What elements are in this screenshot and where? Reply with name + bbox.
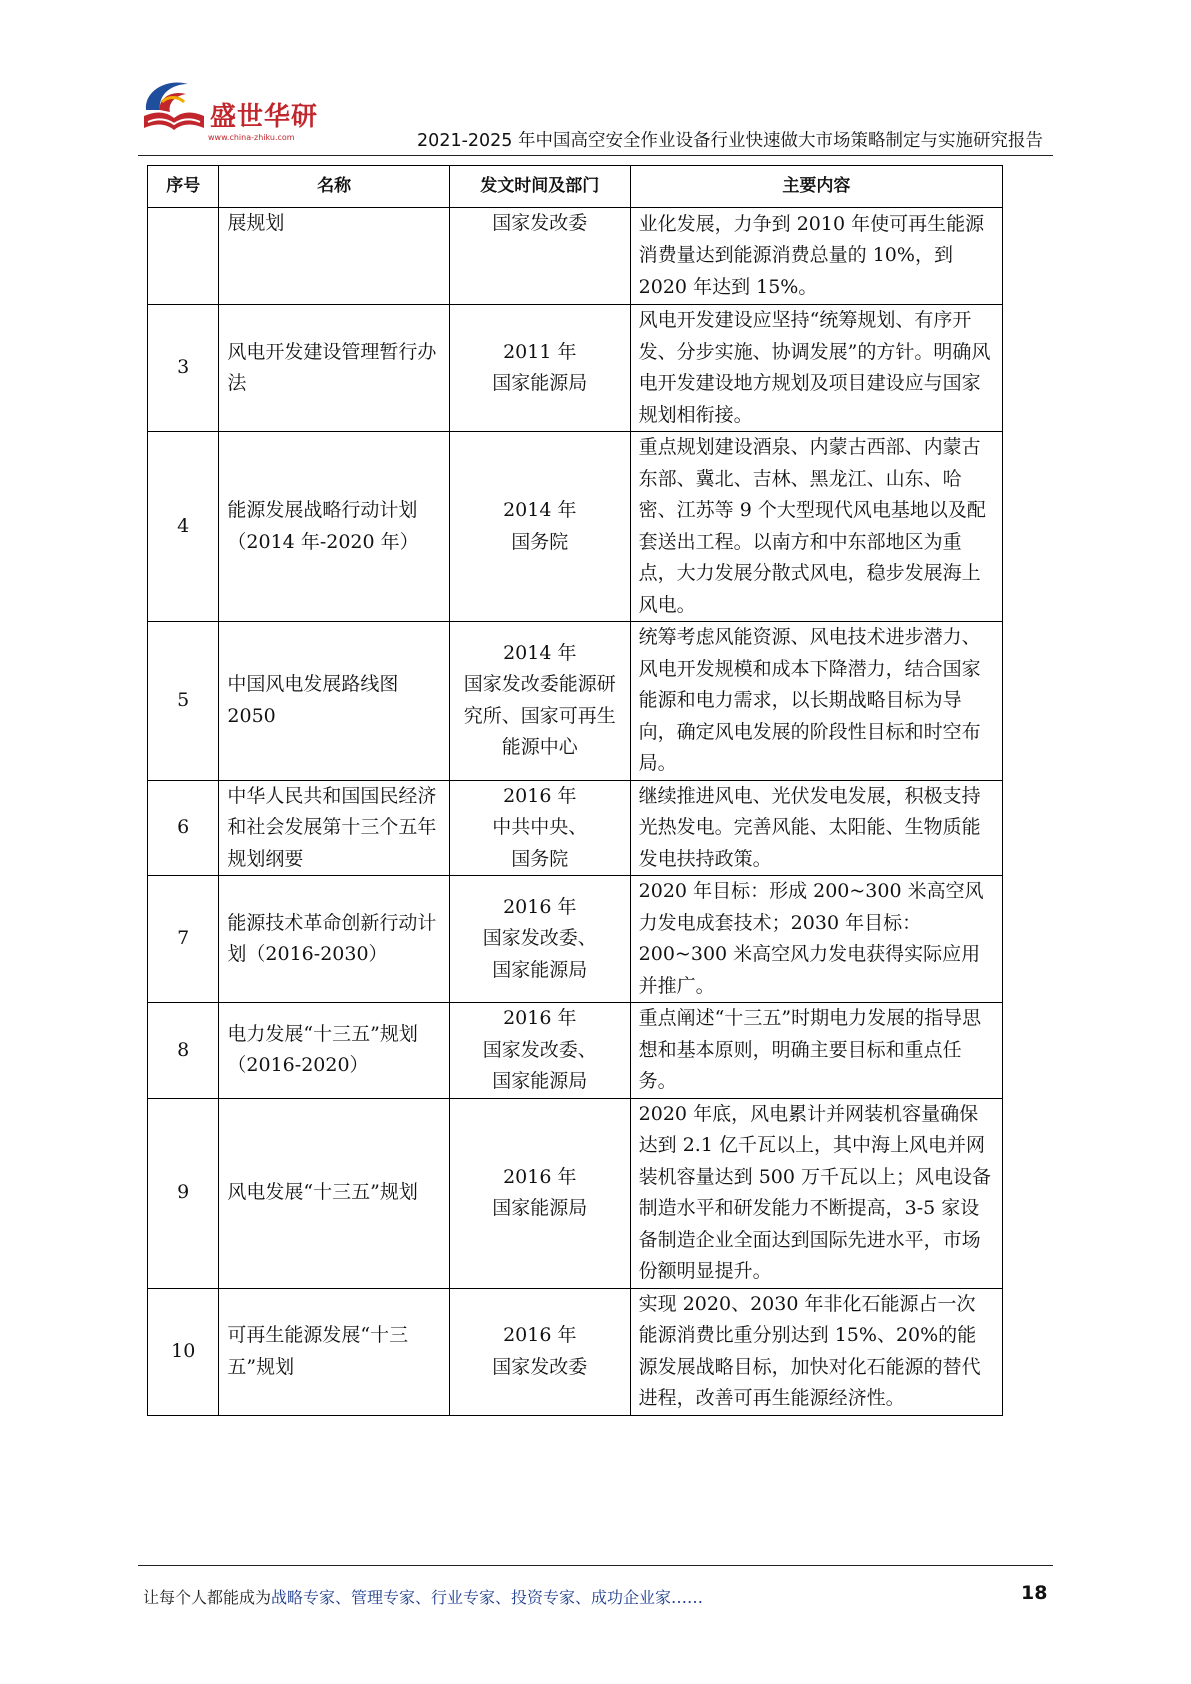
logo-url: www.china-zhiku.com — [208, 133, 295, 142]
row-no: 5 — [148, 622, 219, 781]
company-logo — [138, 76, 319, 146]
row-name: 电力发展“十三五”规划（2016-2020） — [219, 1003, 450, 1099]
row-dept: 2016 年 国家能源局 — [449, 1098, 630, 1288]
policy-table — [147, 165, 1003, 1416]
table-row — [148, 305, 1003, 432]
header-content: 主要内容 — [630, 166, 1002, 208]
row-content: 重点规划建设酒泉、内蒙古西部、内蒙古东部、冀北、吉林、黑龙江、山东、哈密、江苏等 9 个大型现代风电基地以及配套送出工程。以南方和中东部地区为重点，大力发展分散式风电，稳步发展海上风电。 — [630, 432, 1002, 622]
footer-divider — [138, 1565, 1053, 1566]
logo-emblem-icon — [138, 76, 210, 138]
row-no: 10 — [148, 1288, 219, 1415]
row-dept: 2016 年 国家发改委 — [449, 1288, 630, 1415]
report-title: 2021-2025 年中国高空安全作业设备行业快速做大市场策略制定与实施研究报告 — [417, 131, 1043, 151]
row-dept: 2014 年 国务院 — [449, 432, 630, 622]
row-dept: 2016 年 国家发改委、 国家能源局 — [449, 1003, 630, 1099]
row-no: 9 — [148, 1098, 219, 1288]
row-dept: 2016 年 国家发改委、 国家能源局 — [449, 876, 630, 1003]
table-header-row — [148, 166, 1003, 208]
row-content: 实现 2020、2030 年非化石能源占一次能源消费比重分别达到 15%、20%的能源发展战略目标，加快对化石能源的替代进程，改善可再生能源经济性。 — [630, 1288, 1002, 1415]
table-row — [148, 1003, 1003, 1099]
row-name: 风电开发建设管理暂行办法 — [219, 305, 450, 432]
header-name: 名称 — [219, 166, 450, 208]
row-name: 能源技术革命创新行动计划（2016-2030） — [219, 876, 450, 1003]
row-no: 7 — [148, 876, 219, 1003]
table-row — [148, 622, 1003, 781]
slogan-prefix: 让每个人都能成为 — [143, 1588, 272, 1607]
row-content: 继续推进风电、光伏发电发展，积极支持光热发电。完善风能、太阳能、生物质能发电扶持政策。 — [630, 780, 1002, 876]
row-content: 2020 年底，风电累计并网装机容量确保达到 2.1 亿千瓦以上，其中海上风电并网装机容量达到 500 万千瓦以上；风电设备制造水平和研发能力不断提高，3-5 家设备制造企业全面达到国际先进水平，市场份额明显提升。 — [630, 1098, 1002, 1288]
row-name: 中华人民共和国国民经济和社会发展第十三个五年规划纲要 — [219, 780, 450, 876]
row-no — [148, 208, 219, 305]
table-row — [148, 208, 1003, 305]
row-dept: 国家发改委 — [449, 208, 630, 305]
row-content: 风电开发建设应坚持“统筹规划、有序开发、分步实施、协调发展”的方针。明确风电开发建设地方规划及项目建设应与国家规划相衔接。 — [630, 305, 1002, 432]
row-name: 风电发展“十三五”规划 — [219, 1098, 450, 1288]
row-dept: 2011 年 国家能源局 — [449, 305, 630, 432]
table-row — [148, 876, 1003, 1003]
row-name: 能源发展战略行动计划（2014 年-2020 年） — [219, 432, 450, 622]
table-row — [148, 1288, 1003, 1415]
table-row — [148, 432, 1003, 622]
table-row — [148, 1098, 1003, 1288]
row-dept: 2014 年 国家发改委能源研究所、国家可再生能源中心 — [449, 622, 630, 781]
row-no: 4 — [148, 432, 219, 622]
row-name: 可再生能源发展“十三五”规划 — [219, 1288, 450, 1415]
row-no: 3 — [148, 305, 219, 432]
row-dept: 2016 年 中共中央、 国务院 — [449, 780, 630, 876]
header-divider — [138, 155, 1053, 156]
row-no: 8 — [148, 1003, 219, 1099]
header-no: 序号 — [148, 166, 219, 208]
row-content: 2020 年目标：形成 200~300 米高空风力发电成套技术；2030 年目标：200~300 米高空风力发电获得实际应用并推广。 — [630, 876, 1002, 1003]
slogan-highlight: 战略专家、管理专家、行业专家、投资专家、成功企业家…… — [271, 1588, 704, 1607]
row-content: 统筹考虑风能资源、风电技术进步潜力、风电开发规模和成本下降潜力，结合国家能源和电力需求，以长期战略目标为导向，确定风电发展的阶段性目标和时空布局。 — [630, 622, 1002, 781]
header-dept: 发文时间及部门 — [449, 166, 630, 208]
row-content: 重点阐述“十三五”时期电力发展的指导思想和基本原则，明确主要目标和重点任务。 — [630, 1003, 1002, 1099]
page-number: 18 — [1021, 1582, 1048, 1604]
row-name: 展规划 — [219, 208, 450, 305]
logo-name: 盛世华研 — [210, 102, 319, 132]
row-content: 业化发展，力争到 2010 年使可再生能源消费量达到能源消费总量的 10%，到 2020 年达到 15%。 — [630, 208, 1002, 305]
row-name: 中国风电发展路线图 2050 — [219, 622, 450, 781]
footer-slogan — [143, 1585, 703, 1608]
row-no: 6 — [148, 780, 219, 876]
table-row — [148, 780, 1003, 876]
